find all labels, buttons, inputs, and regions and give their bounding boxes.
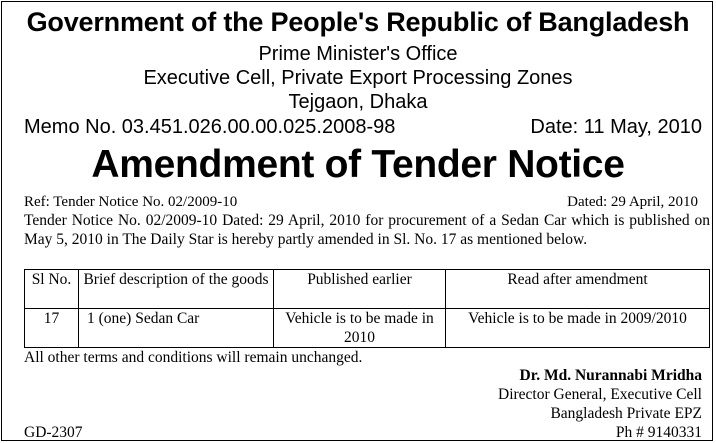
reference-date: Dated: 29 April, 2010 [567,194,698,210]
column-header-sl: Sl No. [25,270,79,309]
office-location: Tejgaon, Dhaka [288,91,428,113]
table-header-row [25,270,710,309]
table-row [25,309,710,348]
terms-statement: All other terms and conditions will remain unchanged. [24,349,363,366]
memo-number: Memo No. 03.451.026.00.00.025.2008-98 [24,116,396,138]
signatory-designation: Director General, Executive Cell [498,386,702,403]
column-header-published-earlier: Published earlier [274,270,446,309]
amendment-table [24,269,710,348]
notice-body: Tender Notice No. 02/2009-10 Dated: 29 April, 2010 for procurement of a Sedan Car which is published on May 5, 2010 in The Daily Star is hereby partly amended in Sl. No. 17 as mentioned below. [24,212,710,248]
column-header-after-amendment: Read after amendment [446,270,710,309]
cell-description: 1 (one) Sedan Car [79,309,274,348]
cell-name: Executive Cell, Private Export Processing Zones [143,67,573,89]
signatory-phone: Ph # 9140331 [615,424,702,441]
page-title: Amendment of Tender Notice [91,143,625,186]
cell-sl-no: 17 [25,309,79,348]
cell-published-earlier: Vehicle is to be made in 2010 [274,309,446,348]
column-header-description: Brief description of the goods [79,270,274,309]
signatory-name: Dr. Md. Nurannabi Mridha [519,367,702,384]
signatory-organization: Bangladesh Private EPZ [550,405,702,422]
reference-text: Ref: Tender Notice No. 02/2009-10 [24,194,238,210]
ad-code: GD-2307 [24,424,83,441]
government-heading: Government of the People's Republic of Bangladesh [26,7,690,37]
cell-after-amendment: Vehicle is to be made in 2009/2010 [446,309,710,348]
memo-date: Date: 11 May, 2010 [530,116,702,138]
memo-row [24,114,702,140]
signature-block [498,366,702,442]
office-name: Prime Minister's Office [258,43,458,65]
